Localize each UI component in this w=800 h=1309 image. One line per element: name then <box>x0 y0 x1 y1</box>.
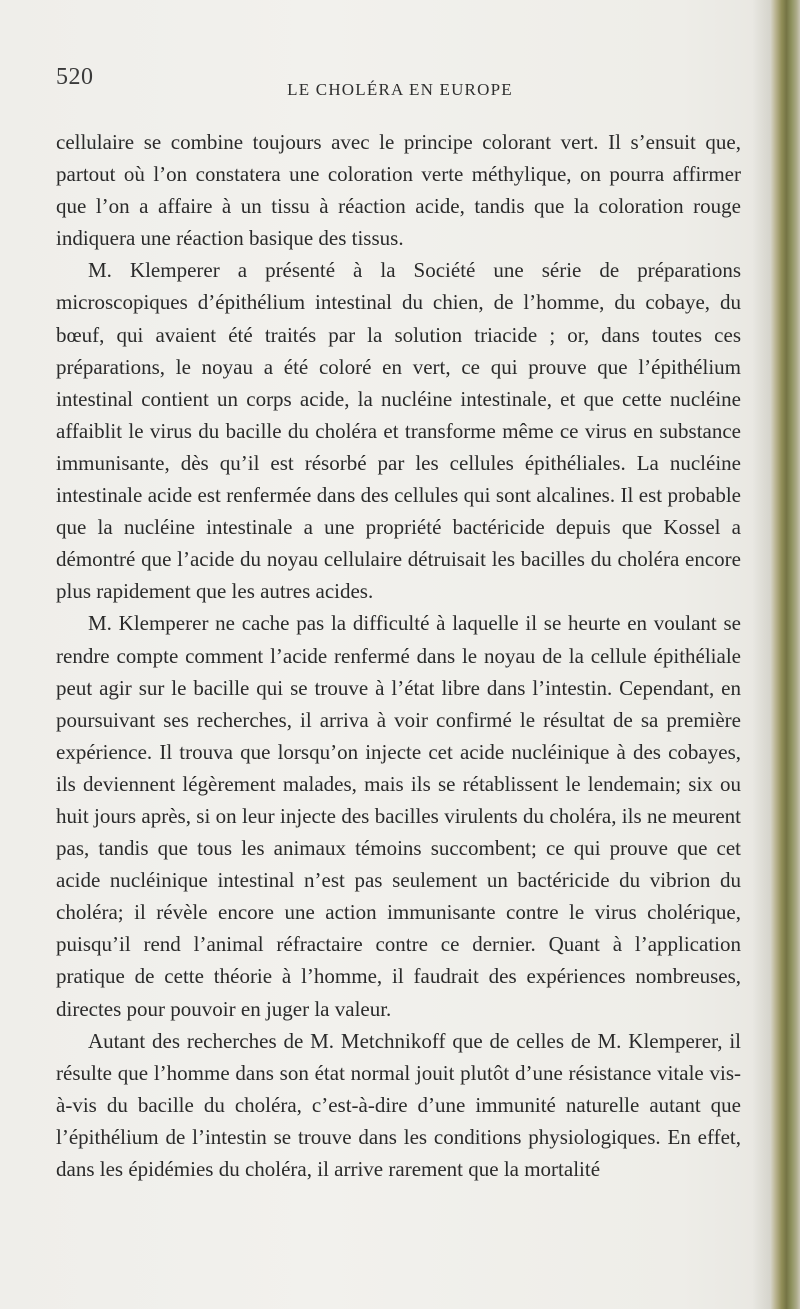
paragraph-3: M. Klemperer ne cache pas la difficulté à laquelle il se heurte en voulant se rendre compte comment l’acide renfermé dans le noyau de la cellule épithéliale peut agir sur le bacille qui se trouve à l’état libre dans l’intestin. Cependant, en poursuivant ses recherches, il arriva à voir confirmé le résultat de sa première expérience. Il trouva que lorsqu’on injecte cet acide nucléinique à des cobayes, ils deviennent légèrement malades, mais ils se rétablissent le lendemain; six ou huit jours après, si on leur injecte des bacilles virulents du choléra, ils ne meurent pas, tandis que tous les animaux témoins succombent; ce qui prouve que cet acide nucléinique intestinal n’est pas seulement un bactéricide du vibrion du choléra; il révèle encore une action immunisante contre le virus cholérique, puisqu’il rend l’animal réfractaire contre ce dernier. Quant à l’application pratique de cette théorie à l’homme, il faudrait des expériences nombreuses, directes pour pouvoir en juger la valeur. <box>56 611 741 1021</box>
paragraph-1: cellulaire se combine toujours avec le principe colorant vert. Il s’ensuit que, partout où l’on constatera une coloration verte méthylique, on pourra affirmer que l’on a affaire à un tissu à réaction acide, tandis que la coloration rouge indiquera une réaction basique des tissus. <box>56 130 741 251</box>
paragraph-2: M. Klemperer a présenté à la Société une série de préparations microscopiques d’épithélium intestinal du chien, de l’homme, du cobaye, du bœuf, qui avaient été traités par la solution triacide ; or, dans toutes ces préparations, le noyau a été coloré en vert, ce qui prouve que l’épithélium intestinal contient un corps acide, la nucléine intestinale, et que cette nucléine affaiblit le virus du bacille du choléra et transforme même ce virus en substance immunisante, dès qu’il est résorbé par les cellules épithéliales. La nucléine intestinale acide est renfermée dans des cellules qui sont alcalines. Il est probable que la nucléine intestinale a une propriété bactéricide depuis que Kossel a démontré que l’acide du noyau cellulaire détruisait les bacilles du choléra encore plus rapidement que les autres acides. <box>56 258 741 604</box>
body-text <box>56 126 741 1185</box>
page-number: 520 <box>56 64 94 90</box>
paragraph-4: Autant des recherches de M. Metchnikoff que de celles de M. Klemperer, il résulte que l’homme dans son état normal jouit plutôt d’une résistance vitale vis-à-vis du bacille du choléra, c’est-à-dire d’une immunité naturelle autant que l’épithélium de l’intestin se trouve dans les conditions physiologiques. En effet, dans les épidémies du choléra, il arrive rarement que la mortalité <box>56 1028 741 1181</box>
running-title: LE CHOLÉRA EN EUROPE <box>287 80 513 99</box>
binding-shadow <box>752 0 770 1309</box>
page-binding-edge <box>770 0 800 1309</box>
